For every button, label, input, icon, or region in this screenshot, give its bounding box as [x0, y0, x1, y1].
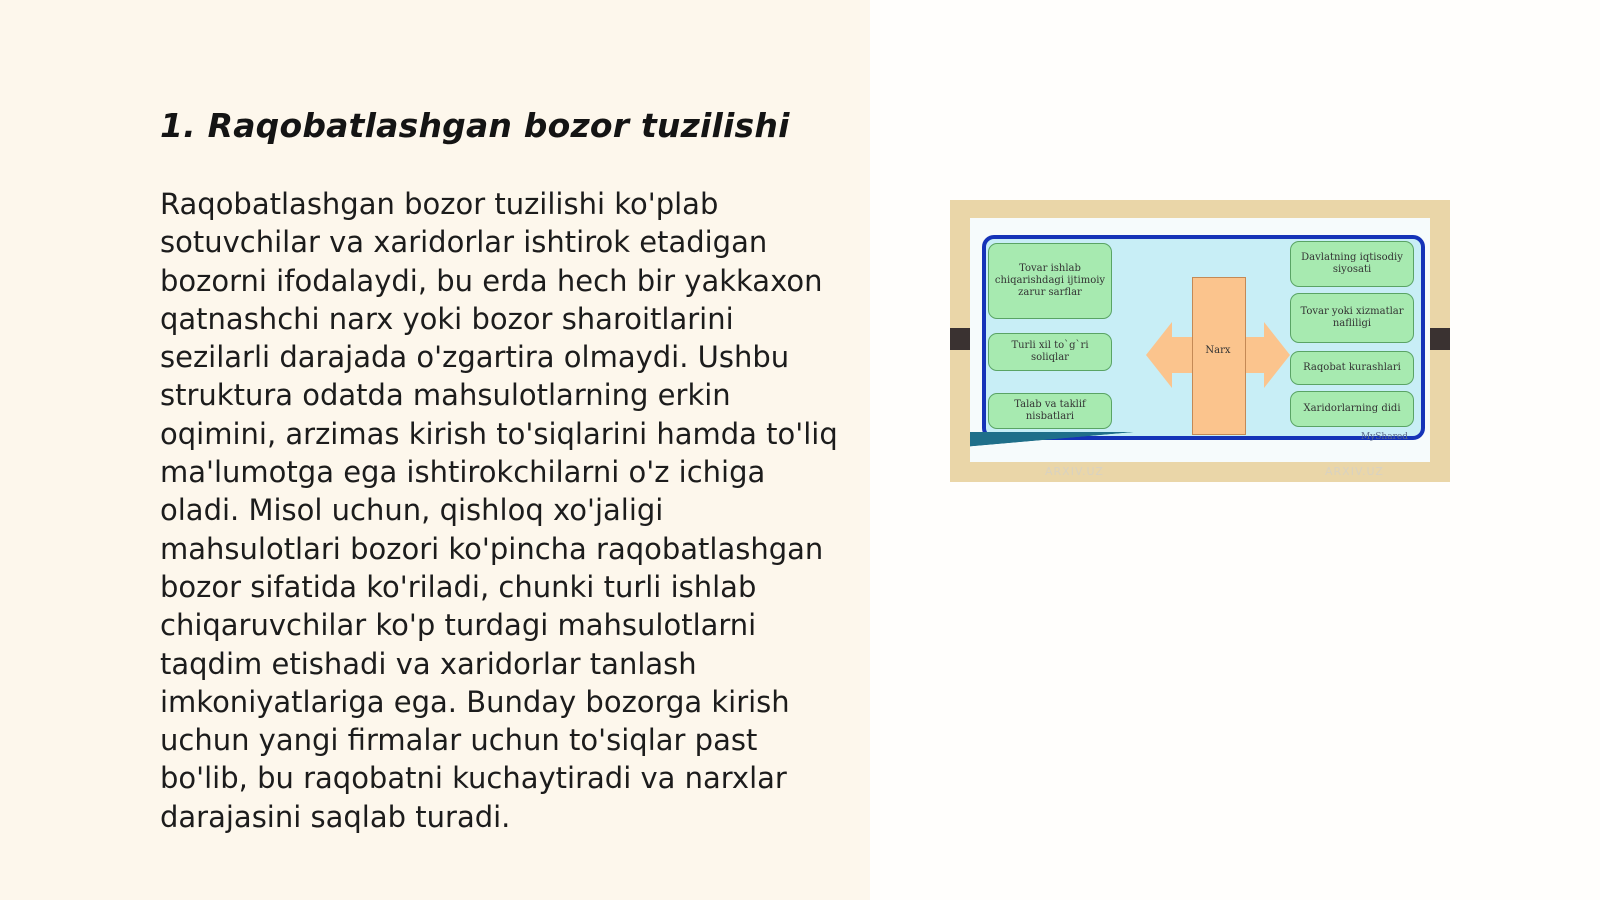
frame-tab-left — [950, 328, 970, 350]
factor-box-left-2: Turli xil to`g`ri soliqlar — [988, 333, 1112, 371]
arrow-left — [1146, 322, 1172, 388]
cross-vertical — [1192, 277, 1246, 435]
slide-body-text: Raqobatlashgan bozor tuzilishi ko'plab sotuvchilar va xaridorlar ishtirok etadigan bozorni ifodalaydi, bu erda hech bir yakkaxon qatnashchi narx yoki bozor sharoitlarini sezilarli darajada o'zgartira olmaydi. Ushbu struktura odatda mahsulotlarning erkin oqimini, arzimas kirish to'siqlarini hamda to'liq ma'lumotga ega ishtirokchilarni o'z ichiga oladi. Misol uchun, qishloq xo'jaligi mahsulotlari bozori ko'pincha raqobatlashgan bozor sifatida ko'riladi, chunki turli ishlab chiqaruvchilar ko'p turdagi mahsulotlarni taqdim etishadi va xaridorlar tanlash imkoniyatlariga ega. Bunday bozorga kirish uchun yangi firmalar uchun to'siqlar past bo'lib, bu raqobatni kuchaytiradi va narxlar darajasini saqlab turadi. — [160, 187, 838, 834]
slide-title: 1. Raqobatlashgan bozor tuzilishi — [160, 106, 790, 145]
factor-box-right-2: Tovar yoki xizmatlar nafliligi — [1290, 293, 1414, 343]
price-factors-diagram — [950, 200, 1450, 482]
myshared-mark: MyShared — [1360, 432, 1408, 442]
arrow-right — [1264, 322, 1290, 388]
factor-box-left-3: Talab va taklif nisbatlari — [988, 393, 1112, 429]
frame-tab-right — [1430, 328, 1450, 350]
diagram-canvas — [970, 218, 1430, 462]
factor-box-right-1: Davlatning iqtisodiy siyosati — [1290, 241, 1414, 287]
factor-box-left-1: Tovar ishlab chiqarishdagi ijtimoiy zarur sarflar — [988, 243, 1112, 319]
diagram-border — [982, 235, 1425, 440]
watermark-right: ARXIV.UZ — [1325, 465, 1384, 478]
decorative-wedge — [970, 432, 1170, 450]
factor-box-right-4: Xaridorlarning didi — [1290, 391, 1414, 427]
factor-box-right-3: Raqobat kurashlari — [1290, 351, 1414, 385]
watermark-left: ARXIV.UZ — [1045, 465, 1104, 478]
center-label: Narx — [1205, 345, 1231, 356]
